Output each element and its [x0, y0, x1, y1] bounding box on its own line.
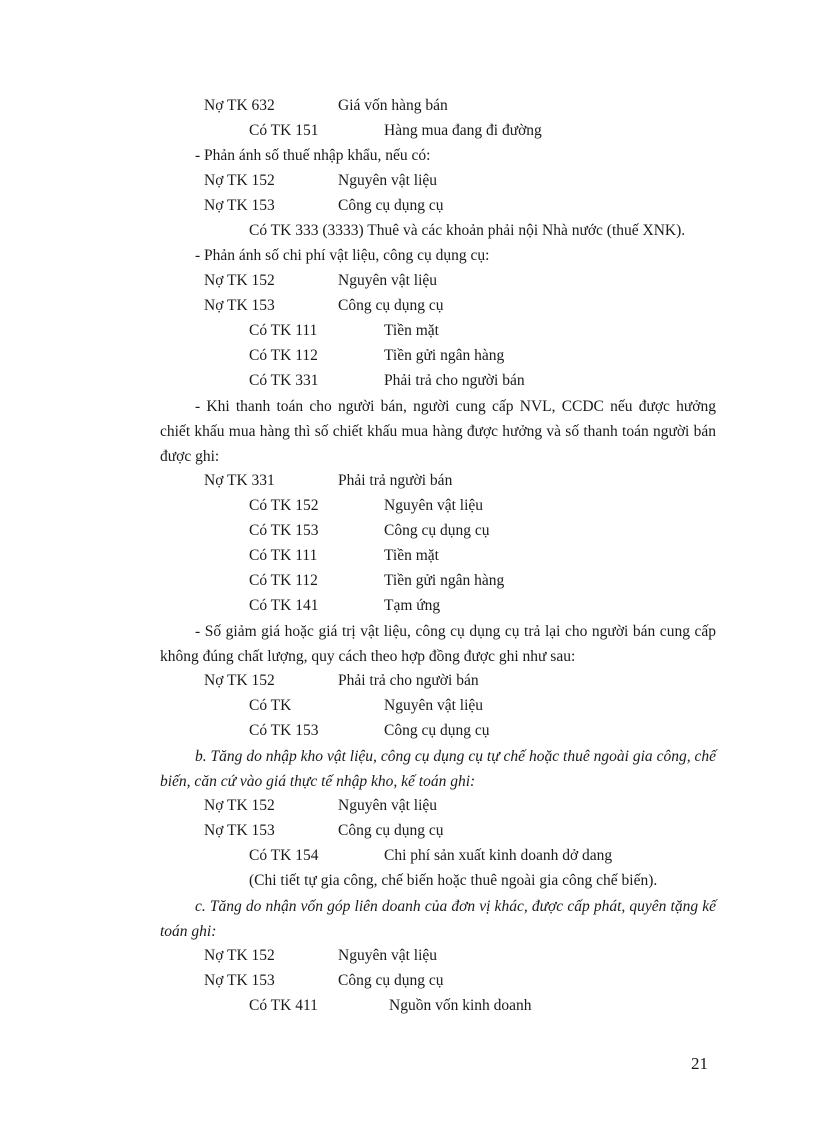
entry-desc: Tiền mặt [384, 547, 439, 564]
entry-desc: Tạm ứng [384, 597, 441, 614]
entry-desc: Công cụ dụng cụ [338, 197, 444, 214]
entry-credit: Có TK 411 [249, 997, 318, 1014]
entry-note: (Chi tiết tự gia công, chế biến hoặc thuê ngoài gia công chế biến). [249, 872, 658, 889]
section-note: - Phản ánh số chi phí vật liệu, công cụ dụng cụ: [195, 247, 490, 264]
section-heading-c: c. Tăng do nhận vốn góp liên doanh của đơn vị khác, được cấp phát, quyên tặng kế toán ghi: [160, 898, 716, 940]
entry-credit: Có TK 153 [249, 522, 319, 539]
entry-debit: Nợ TK 153 [204, 197, 275, 214]
entry-credit: Có TK 111 [249, 322, 318, 339]
entry-desc: Nguyên vật liệu [384, 697, 484, 714]
entry-desc: Nguyên vật liệu [338, 172, 438, 189]
entry-desc: Hàng mua đang đi đường [384, 122, 542, 139]
section-paragraph: - Số giảm giá hoặc giá trị vật liệu, công cụ dụng cụ trả lại cho người bán cung cấp không đúng chất lượng, quy cách theo hợp đồng được ghi như sau: [160, 623, 716, 665]
entry-desc: Nguyên vật liệu [384, 497, 484, 514]
entry-credit: Có TK 151 [249, 122, 319, 139]
section-note: - Phản ánh số thuế nhập khẩu, nếu có: [195, 147, 431, 164]
section-paragraph: - Khi thanh toán cho người bán, người cung cấp NVL, CCDC nếu được hưởng chiết khấu mua hàng thì số chiết khấu mua hàng được hưởng và số thanh toán người bán được ghi: [160, 398, 716, 465]
entry-debit: Nợ TK 153 [204, 297, 275, 314]
entry-credit-full: Có TK 333 (3333) Thuê và các khoản phải nội Nhà nước (thuế XNK). [249, 222, 686, 239]
entry-debit: Nợ TK 152 [204, 797, 275, 814]
entry-desc: Công cụ dụng cụ [338, 972, 444, 989]
entry-desc: Chi phí sản xuất kinh doanh dở dang [384, 847, 613, 864]
entry-credit: Có TK 331 [249, 372, 319, 389]
entry-desc: Nguyên vật liệu [338, 947, 438, 964]
entry-credit: Có TK 153 [249, 722, 319, 739]
entry-desc: Nguyên vật liệu [338, 797, 438, 814]
entry-credit: Có TK [249, 697, 292, 714]
entry-debit: Nợ TK 152 [204, 272, 275, 289]
entry-desc: Phải trả cho người bán [338, 672, 479, 689]
entry-debit: Nợ TK 331 [204, 472, 275, 489]
entry-desc: Tiền mặt [384, 322, 439, 339]
entry-debit: Nợ TK 152 [204, 672, 275, 689]
entry-credit: Có TK 112 [249, 347, 318, 364]
entry-credit: Có TK 111 [249, 547, 318, 564]
entry-desc: Nguồn vốn kinh doanh [389, 997, 532, 1014]
entry-credit: Có TK 112 [249, 572, 318, 589]
entry-desc: Phải trả cho người bán [384, 372, 525, 389]
entry-desc: Công cụ dụng cụ [338, 822, 444, 839]
entry-credit: Có TK 152 [249, 497, 319, 514]
entry-debit: Nợ TK 152 [204, 172, 275, 189]
entry-credit: Có TK 141 [249, 597, 319, 614]
entry-desc: Công cụ dụng cụ [338, 297, 444, 314]
entry-debit: Nợ TK 153 [204, 972, 275, 989]
entry-desc: Công cụ dụng cụ [384, 722, 490, 739]
entry-debit: Nợ TK 153 [204, 822, 275, 839]
section-heading-b: b. Tăng do nhập kho vật liệu, công cụ dụng cụ tự chế hoặc thuê ngoài gia công, chế biến, căn cứ vào giá thực tế nhập kho, kế toán ghi: [160, 748, 716, 790]
entry-desc: Giá vốn hàng bán [338, 97, 448, 114]
entry-desc: Công cụ dụng cụ [384, 522, 490, 539]
page-number: 21 [691, 1054, 708, 1073]
entry-desc: Tiền gửi ngân hàng [384, 572, 505, 589]
entry-debit: Nợ TK 632 [204, 97, 275, 114]
entry-desc: Phải trả người bán [338, 472, 453, 489]
entry-desc: Tiền gửi ngân hàng [384, 347, 505, 364]
entry-credit: Có TK 154 [249, 847, 319, 864]
entry-desc: Nguyên vật liệu [338, 272, 438, 289]
entry-debit: Nợ TK 152 [204, 947, 275, 964]
